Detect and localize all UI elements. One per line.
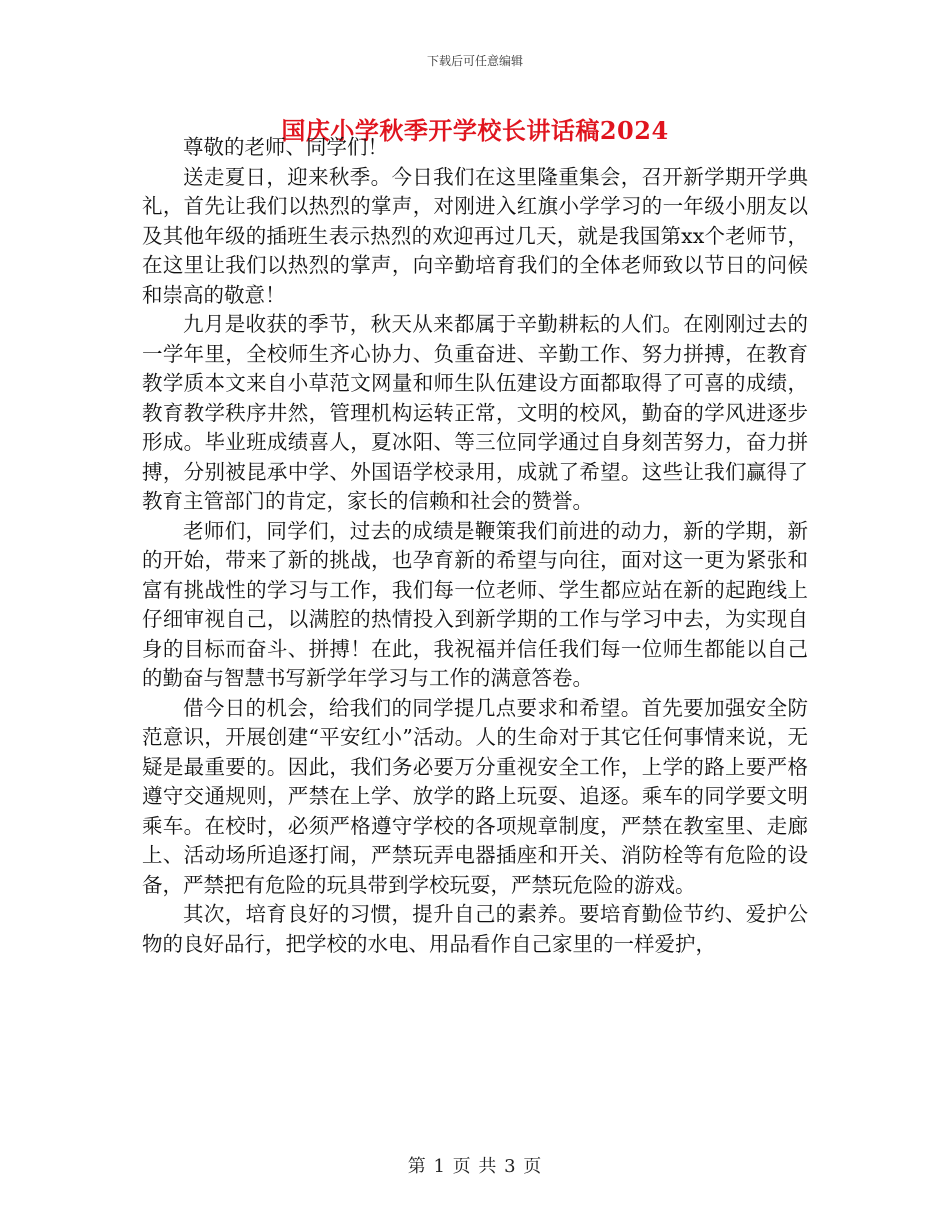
paragraph-4: 借今日的机会，给我们的同学提几点要求和希望。首先要加强安全防范意识，开展创建“平安红小”活动。人的生命对于其它任何事情来说，无疑是最重要的。因此，我们务必要万分重视安全工作，上学的路上要严格遵守交通规则，严禁在上学、放学的路上玩耍、追逐。乘车的同学要文明乘车。在校时，必须严格遵守学校的各项规章制度，严禁在教室里、走廊上、活动场所追逐打闹，严禁玩弄电器插座和开关、消防栓等有危险的设备，严禁把有危险的玩具带到学校玩耍，严禁玩危险的游戏。	[142, 695, 808, 897]
document-body	[142, 133, 808, 959]
paragraph-2: 九月是收获的季节，秋天从来都属于辛勤耕耘的人们。在刚刚过去的一学年里，全校师生齐心协力、负重奋进、辛勤工作、努力拼搏，在教育教学质本文来自小草范文网量和师生队伍建设方面都取得了可喜的成绩，教育教学秩序井然，管理机构运转正常，文明的校风，勤奋的学风进逐步形成。毕业班成绩喜人，夏冰阳、等三位同学通过自身刻苦努力，奋力拼搏，分别被昆承中学、外国语学校录用，成就了希望。这些让我们赢得了教育主管部门的肯定，家长的信赖和社会的赞誉。	[142, 312, 808, 513]
paragraph-1: 送走夏日，迎来秋季。今日我们在这里隆重集会，召开新学期开学典礼，首先让我们以热烈的掌声，对刚进入红旗小学学习的一年级小朋友以及其他年级的插班生表示热烈的欢迎再过几天，就是我国第xx个老师节，在这里让我们以热烈的掌声，向辛勤培育我们的全体老师致以节日的问候和崇高的敬意！	[142, 164, 808, 307]
paragraph-3: 老师们，同学们，过去的成绩是鞭策我们前进的动力，新的学期，新的开始，带来了新的挑战，也孕育新的希望与向往，面对这一更为紧张和富有挑战性的学习与工作，我们每一位老师、学生都应站在新的起跑线上仔细审视自己，以满腔的热情投入到新学期的工作与学习中去，为实现自身的目标而奋斗、拼搏！在此，我祝福并信任我们每一位师生都能以自己的勤奋与智慧书写新学年学习与工作的满意答卷。	[142, 518, 808, 690]
page-number-footer: 第 1 页 共 3 页	[407, 1156, 543, 1177]
paragraph-5: 其次，培育良好的习惯，提升自己的素养。要培育勤俭节约、爱护公物的良好品行，把学校的水电、用品看作自己家里的一样爱护，	[142, 902, 808, 956]
document-title: 国庆小学秋季开学校长讲话稿2024	[281, 116, 669, 145]
header-note: 下载后可任意编辑	[426, 54, 523, 68]
salutation: 尊敬的老师、同学们！	[183, 135, 388, 159]
